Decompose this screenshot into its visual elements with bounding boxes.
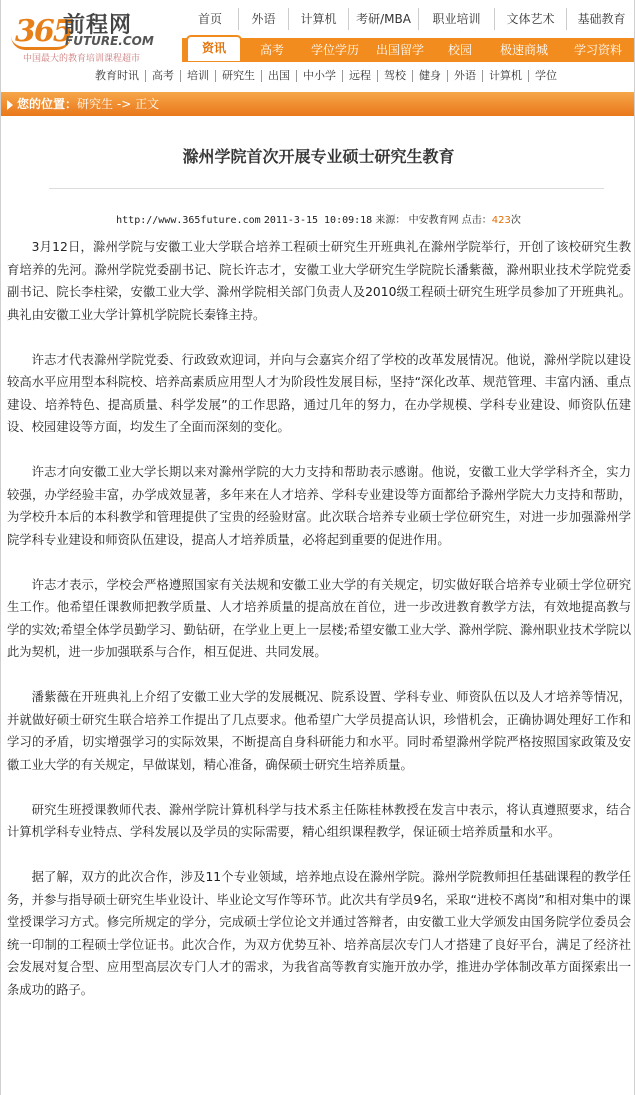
article-source: 中安教育网 — [408, 215, 459, 226]
sub-nav-item[interactable]: 中小学 — [296, 70, 342, 82]
hits-unit: 次 — [510, 215, 521, 226]
article-paragraph: 许志才向安徽工业大学长期以来对滁州学院的大力支持和帮助表示感谢。他说，安徽工业大学学科齐全，实力较强，办学经验丰富，办学成效显著，多年来在人才培养、学科专业建设等方面都给予滁州学院大力支持和帮助，为学校升本后的本科教学和管理提供了宝贵的经验财富。此次联合培养专业硕士学位研究生，对进一步加强滁州学院学科专业建设和师资队伍建设，提高人才培养质量，必将起到重要的促进作用。 — [7, 465, 631, 547]
top-nav — [182, 8, 635, 30]
breadcrumb-label: 您的位置： — [17, 97, 78, 111]
breadcrumb — [1, 92, 635, 116]
hits-label: 点击： — [461, 215, 492, 226]
article-paragraph: 许志才代表滁州学院党委、行政致欢迎词，并向与会嘉宾介绍了学校的改革发展情况。他说，滁州学院以建设较高水平应用型本科院校、培养高素质应用型人才为阶段性发展目标，坚持“深化改革、规范管理、丰富内涵、重点建设、培养特色、提高质量、科学发展”的工作思路，通过几年的努力，在办学规模、学科专业建设、师资队伍建设、校园建设等方面，均发生了全面而深刻的变化。 — [7, 352, 631, 434]
breadcrumb-separator: -> — [116, 97, 132, 111]
sub-nav-item[interactable]: 教育时讯 — [95, 69, 139, 82]
site-logo[interactable] — [7, 6, 182, 64]
sub-nav-item[interactable]: 远程 — [342, 70, 377, 82]
main-nav — [182, 38, 635, 62]
logo-number: 365 — [15, 14, 72, 49]
title-divider — [49, 188, 604, 189]
sub-nav-item[interactable]: 高考 — [145, 70, 180, 82]
main-nav-study-abroad[interactable]: 出国留学 — [375, 43, 424, 57]
main-nav-news[interactable]: 资讯 — [186, 35, 242, 61]
top-nav-arts-sports[interactable]: 文体艺术 — [494, 8, 566, 30]
source-label: 来源： — [375, 215, 406, 226]
main-nav-degree[interactable]: 学位学历 — [310, 43, 359, 57]
top-nav-vocational[interactable]: 职业培训 — [418, 8, 494, 30]
main-nav-materials[interactable]: 学习资料 — [573, 43, 622, 57]
sub-nav-item[interactable]: 计算机 — [482, 70, 528, 82]
sub-nav — [89, 66, 635, 86]
logo-slogan: 中国最大的教育培训课程超市 — [23, 54, 141, 64]
sub-nav-item[interactable]: 健身 — [412, 70, 447, 82]
article-paragraph: 许志才表示，学校会严格遵照国家有关法规和安徽工业大学的有关规定，切实做好联合培养专业硕士学位研究生工作。他希望任课教师把教学质量、人才培养质量的提高放在首位，进一步改进教育教学方法，有效地提高教与学的实效;希望全体学员勤学习、勤钻研，在学业上更上一层楼;希望安徽工业大学、滁州学院、滁州职业技术学院以此为契机，进一步加强联系与合作，相互促进、共同发展。 — [7, 577, 631, 659]
article-paragraph: 据了解，双方的此次合作，涉及11个专业领域，培养地点设在滁州学院。滁州学院教师担任基础课程的教学任务，并参与指导硕士研究生毕业设计、毕业论文写作等环节。此次共有学员9名，采取“进校不离岗”和相对集中的课堂授课学习方式。修完所规定的学分，完成硕士学位论文并通过答辩者，由安徽工业大学颁发由国务院学位委员会统一印制的工程硕士学位证书。此次合作，为双方优势互补、培养高层次专门人才搭建了良好平台，满足了经济社会发展对复合型、应用型高层次专门人才的需求，为我省高等教育实施开放办学，推进办学体制改革方面探索出一条成功的路子。 — [7, 870, 631, 997]
breadcrumb-section[interactable]: 研究生 — [77, 97, 114, 111]
sub-nav-item[interactable]: 学位 — [528, 70, 563, 82]
logo-domain: FUTURE.COM — [65, 34, 154, 48]
article-meta — [1, 211, 635, 226]
top-nav-computer[interactable]: 计算机 — [288, 8, 348, 30]
sub-nav-item[interactable]: 驾校 — [377, 70, 412, 82]
arrow-right-icon — [7, 100, 13, 110]
logo-name: 前程网 — [63, 13, 133, 38]
top-nav-home[interactable]: 首页 — [197, 12, 222, 26]
main-nav-gaokao[interactable]: 高考 — [259, 43, 284, 57]
sub-nav-item[interactable]: 出国 — [261, 70, 296, 82]
article-paragraph: 3月12日，滁州学院与安徽工业大学联合培养工程硕士研究生开班典礼在滁州学院举行，开创了该校研究生教育培养的先河。滁州学院党委副书记、院长许志才，安徽工业大学研究生学院院长潘紫薇，滁州职业技术学院党委副书记、院长李柱梁，安徽工业大学、滁州学院相关部门负责人及2010级工程硕士研究生班学员参加了开班典礼。典礼由安徽工业大学计算机学院院长秦锋主持。 — [7, 240, 631, 322]
sub-nav-item[interactable]: 研究生 — [215, 70, 261, 82]
breadcrumb-current: 正文 — [135, 97, 160, 111]
sub-nav-item[interactable]: 培训 — [180, 70, 215, 82]
top-nav-kaoyan-mba[interactable]: 考研/MBA — [348, 8, 418, 30]
hit-count: 423 — [491, 215, 511, 226]
article-datetime: 2011-3-15 10:09:18 — [263, 215, 373, 226]
sub-nav-item[interactable]: 外语 — [447, 70, 482, 82]
article-title: 滁州学院首次开展专业硕士研究生教育 — [182, 147, 455, 166]
main-nav-mall[interactable]: 极速商城 — [499, 43, 548, 57]
site-header — [1, 0, 634, 82]
article-paragraph: 潘紫薇在开班典礼上介绍了安徽工业大学的发展概况、院系设置、学科专业、师资队伍以及人才培养等情况，并就做好硕士研究生联合培养工作提出了几点要求。他希望广大学员提高认识，珍惜机会，正确协调处理好工作和学习的矛盾，切实增强学习的实际效果，不断提高自身科研能力和水平。同时希望滁州学院严格按照国家政策及安徽工业大学的有关规定，早做谋划，精心准备，确保硕士研究生培养质量。 — [7, 690, 631, 772]
top-nav-foreign-language[interactable]: 外语 — [238, 8, 288, 30]
main-nav-campus[interactable]: 校园 — [447, 43, 472, 57]
article-url[interactable]: http://www.365future.com — [116, 215, 261, 226]
top-nav-basic-education[interactable]: 基础教育 — [566, 8, 635, 30]
article-body — [7, 236, 631, 1024]
article-paragraph: 研究生班授课教师代表、滁州学院计算机科学与技术系主任陈桂林教授在发言中表示，将认真遵照要求，结合计算机学科专业特点、学科发展以及学员的实际需要，精心组织课程教学，保证硕士培养质量和水平。 — [7, 802, 631, 839]
